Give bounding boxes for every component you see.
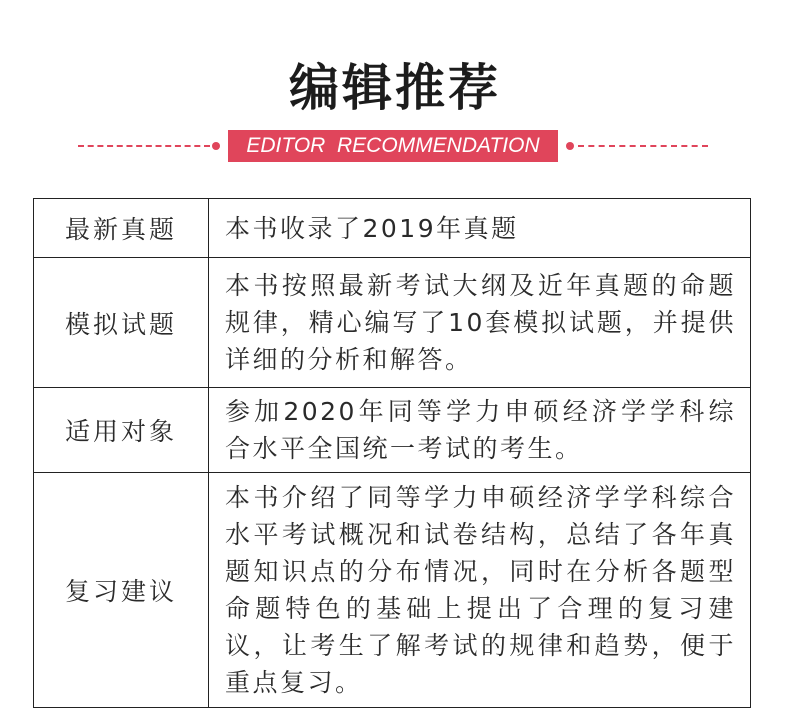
row-content: 本书介绍了同等学力申硕经济学学科综合水平考试概况和试卷结构，总结了各年真题知识点的分布情况，同时在分析各题型命题特色的基础上提出了合理的复习建议，让考生了解考试的规律和趋势，便于重点复习。 xyxy=(209,473,751,708)
left-dot-ornament xyxy=(212,142,220,150)
right-dot-ornament xyxy=(566,142,574,150)
row-label: 模拟试题 xyxy=(34,258,209,388)
row-content: 参加2020年同等学力申硕经济学学科综合水平全国统一考试的考生。 xyxy=(209,388,751,473)
table-row xyxy=(34,388,751,473)
table-row xyxy=(34,199,751,258)
row-label: 适用对象 xyxy=(34,388,209,473)
table-row xyxy=(34,473,751,708)
row-content: 本书按照最新考试大纲及近年真题的命题规律，精心编写了10套模拟试题，并提供详细的分析和解答。 xyxy=(209,258,751,388)
recommendation-table xyxy=(33,198,751,708)
right-dashed-divider xyxy=(578,145,708,147)
subtitle-badge: EDITOR RECOMMENDATION xyxy=(228,130,558,162)
subtitle-banner xyxy=(0,130,790,162)
row-label: 复习建议 xyxy=(34,473,209,708)
left-dashed-divider xyxy=(78,145,210,147)
row-content: 本书收录了2019年真题 xyxy=(209,199,751,258)
table-row xyxy=(34,258,751,388)
row-label: 最新真题 xyxy=(34,199,209,258)
page-title: 编辑推荐 xyxy=(289,59,501,117)
